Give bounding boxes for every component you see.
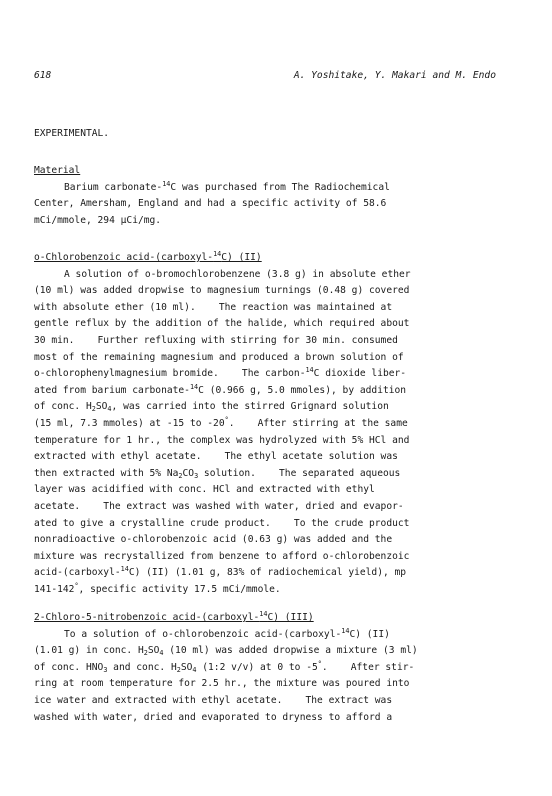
running-authors: A. Yoshitake, Y. Makari and M. Endo [293,70,496,81]
paragraph-line: Barium carbonate-$^{14}$C was purchased from The Radiochemical [64,179,390,193]
running-header [34,70,496,84]
section-heading: o-Chlorobenzoic acid-(carboxyl-$^{14}$C) (II) [34,250,262,263]
paragraph-line: most of the remaining magnesium and produced a brown solution of [34,351,404,363]
paragraph-line: mixture was recrystallized from benzene to afford o-chlorobenzoic [34,550,410,562]
paragraph-line: ated to give a crystalline crude product. To the crude product [34,517,410,529]
paragraph-line: acetate. The extract was washed with water, dried and evapor- [34,500,404,512]
paragraph-line: gentle reflux by the addition of the halide, which required about [34,318,410,330]
section-2-chloro-5-nitrobenzoic-acid [34,610,504,726]
paragraph-line: layer was acidified with conc. HCl and extracted with ethyl [34,484,375,496]
paragraph-line: acid-(carboxyl-$^{14}$C) (II) (1.01 g, 83% of radiochemical yield), mp [34,565,407,579]
paragraph-line: temperature for 1 hr., the complex was hydrolyzed with 5% HCl and [34,434,410,446]
paragraph-line: A solution of o-bromochlorobenzene (3.8 g) in absolute ether [64,268,411,280]
paragraph-line: ring at room temperature for 2.5 hr., the mixture was poured into [34,678,410,690]
material-heading: Material [34,165,81,176]
paragraph-line: (10 ml) was added dropwise to magnesium turnings (0.48 g) covered [34,285,410,297]
paragraph-line: extracted with ethyl acetate. The ethyl acetate solution was [34,451,398,463]
paragraph-line: ice water and extracted with ethyl acetate. The extract was [34,694,393,706]
paragraph-line: nonradioactive o-chlorobenzoic acid (0.63 g) was added and the [34,534,393,546]
paragraph-line: 141-142°, specific activity 17.5 mCi/mmole. [34,581,281,595]
paragraph-line: of conc. $HNO_3$ and conc. $H_2SO_4$ (1:2 v/v) at 0 to -5°. After stir- [34,659,415,674]
paragraph-line: ated from barium carbonate-$^{14}$C (0.966 g, 5.0 mmoles), by addition [34,382,407,396]
page-number: 618 [34,70,52,81]
paragraph-line: 30 min. Further refluxing with stirring for 30 min. consumed [34,334,398,346]
paragraph-line: To a solution of o-chlorobenzoic acid-(carboxyl-$^{14}$C) (II) [64,626,390,640]
experimental-heading-block [34,126,504,143]
paragraph-line: then extracted with 5% $Na_2CO_3$ solution. The separated aqueous [34,467,401,480]
paragraph-line: Center, Amersham, England and had a specific activity of 58.6 [34,198,387,210]
paragraph-line: o-chlorophenylmagnesium bromide. The carbon-$^{14}$C dioxide liber- [34,366,407,380]
paragraph-line: of conc. $H_2SO_4$, was carried into the stirred Grignard solution [34,401,389,414]
paragraph-line: washed with water, dried and evaporated to dryness to afford a [34,711,393,723]
paragraph-line: with absolute ether (10 ml). The reaction was maintained at [34,301,393,313]
material-section [34,163,504,229]
section-heading: 2-Chloro-5-nitrobenzoic acid-(carboxyl-$^{14}$C) (III) [34,610,314,623]
paragraph-line: (1.01 g) in conc. $H_2SO_4$ (10 ml) was added dropwise a mixture (3 ml) [34,645,418,658]
paragraph-line: (15 ml, 7.3 mmoles) at -15 to -20°. After stirring at the same [34,415,408,429]
paragraph-line: mCi/mmole, 294 μCi/mg. [34,214,162,226]
section-o-chlorobenzoic-acid [34,250,504,598]
experimental-heading: EXPERIMENTAL. [34,128,110,139]
